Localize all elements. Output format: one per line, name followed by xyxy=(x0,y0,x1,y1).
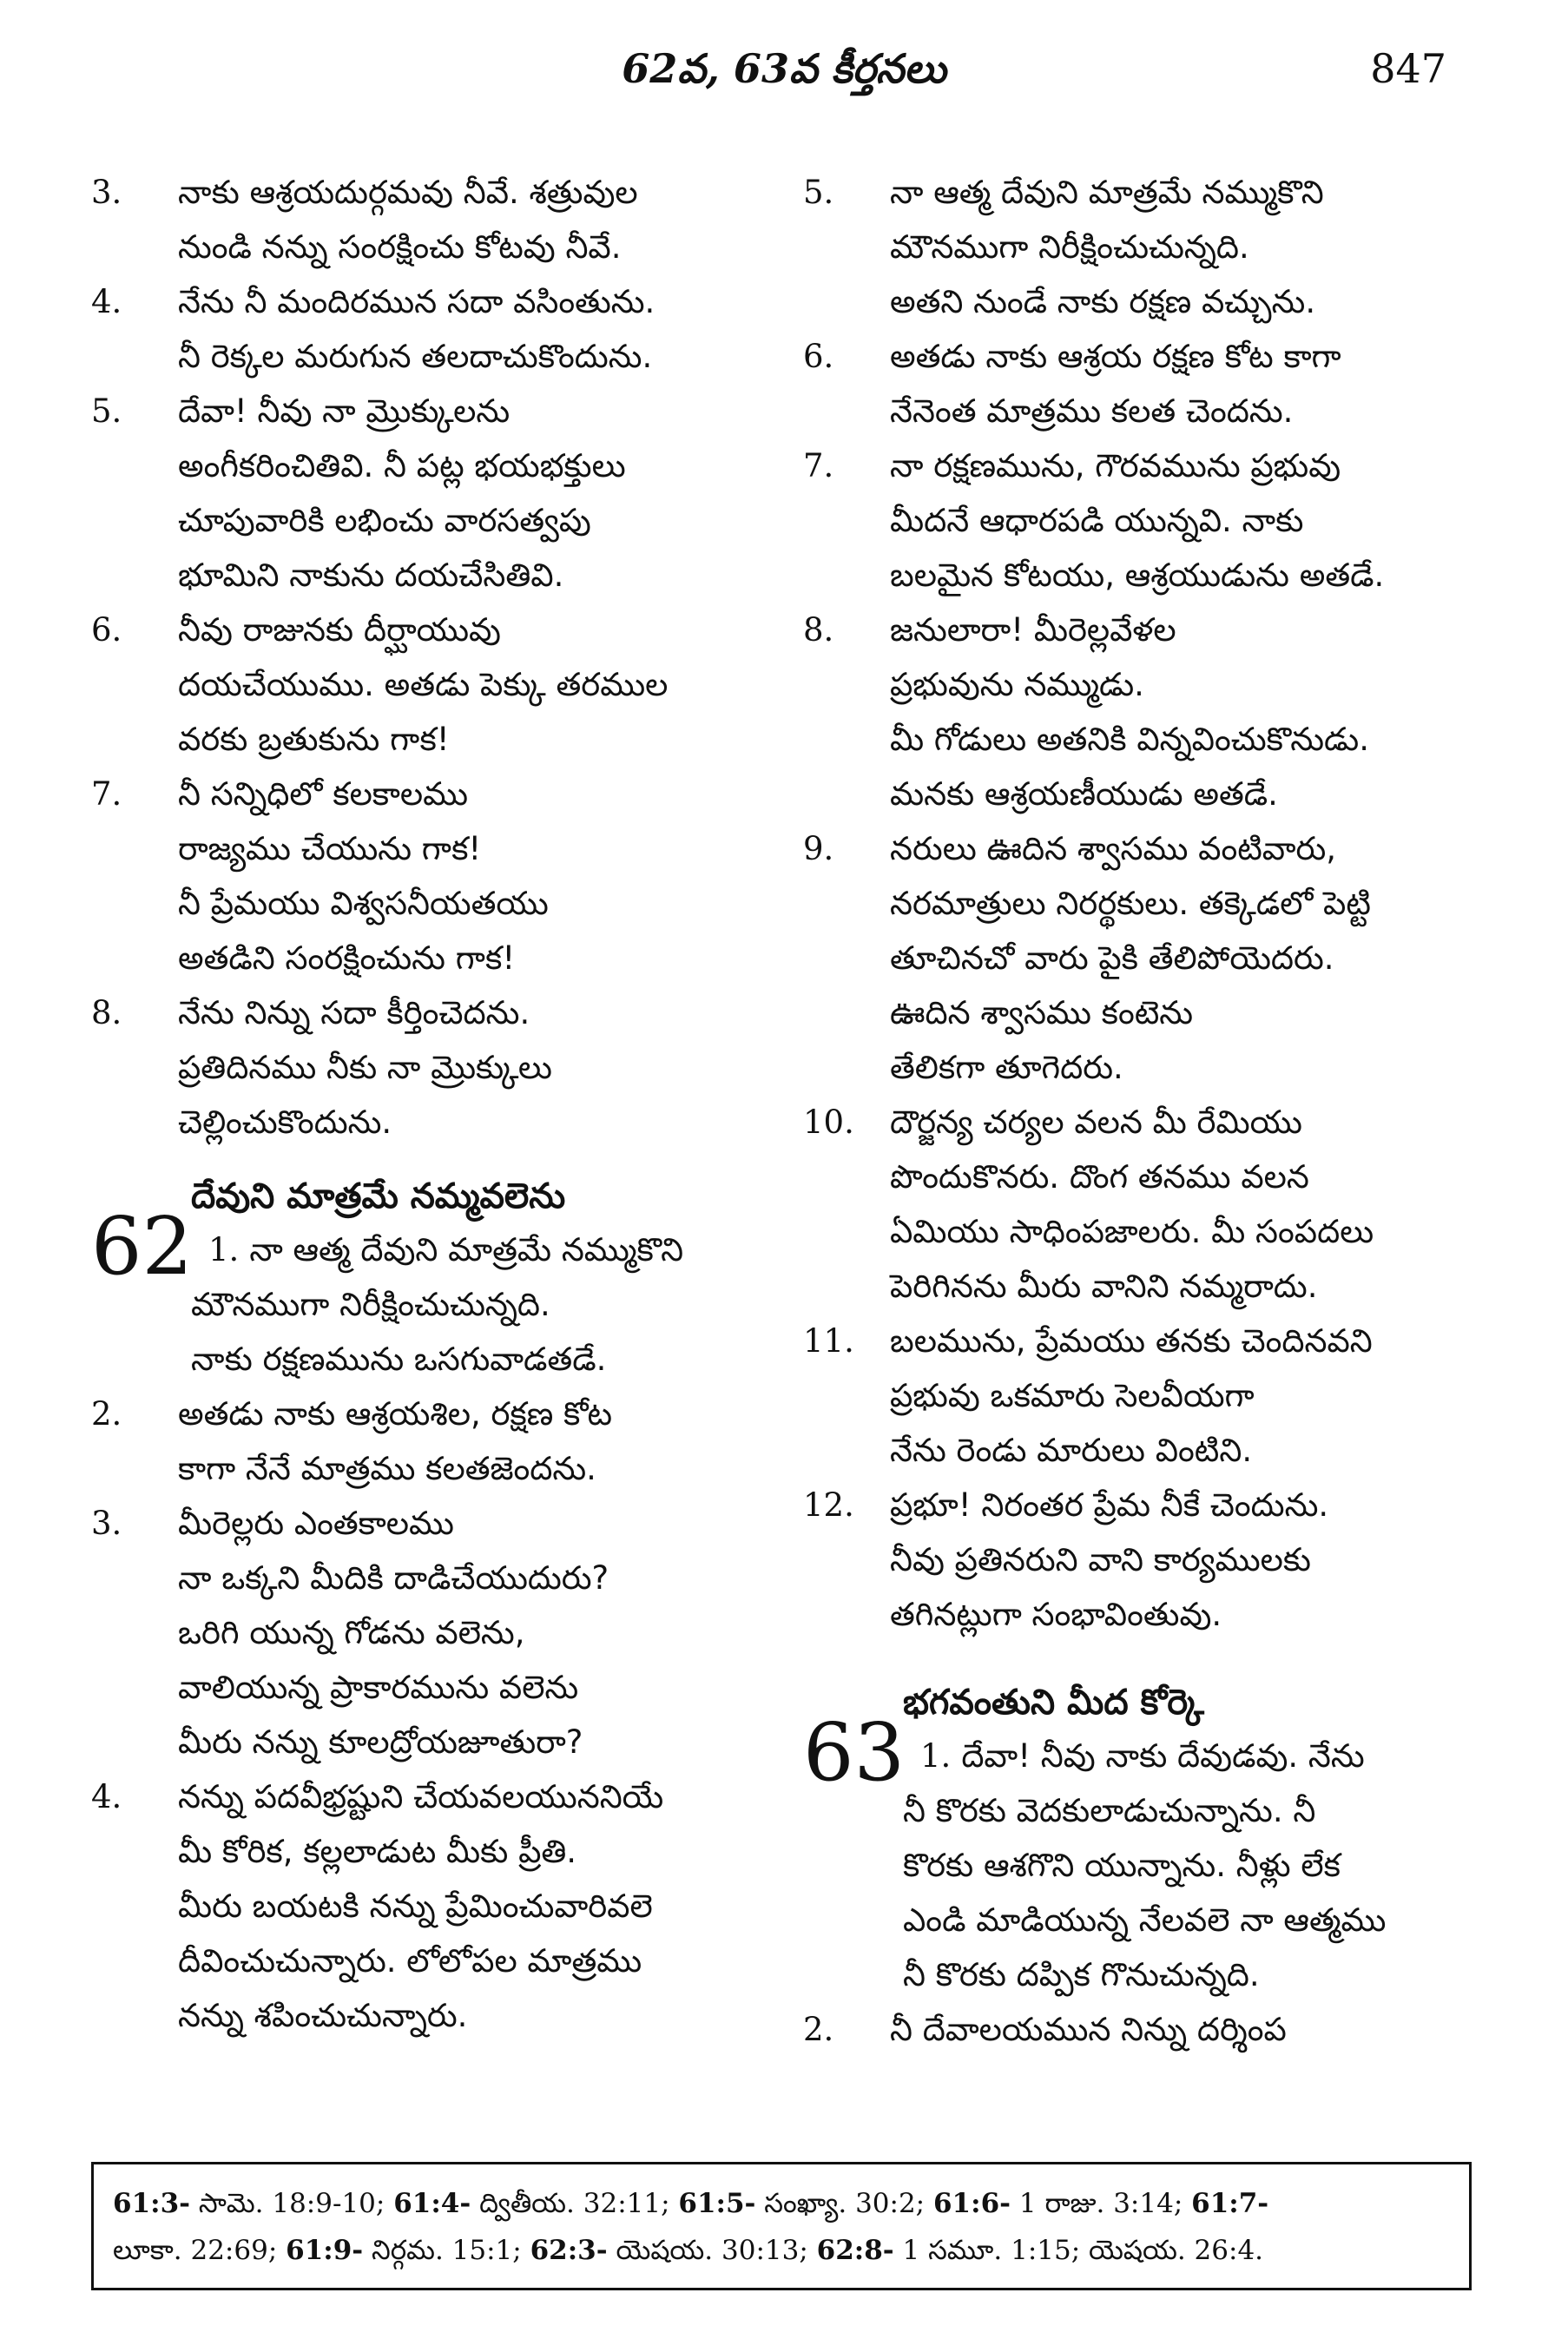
verse-text: నన్ను పదవీభ్రష్టుని చేయవలయుననియే మీ కోరిక, కల్లలాడుట మీకు ప్రీతి. మీరు బయటకి నన్ను ప్రేమించువారివలె దీవించుచున్నారు. లోలోపల మాత్రము నన్ను శపించుచున్నారు. xyxy=(178,1778,664,2034)
verse xyxy=(803,438,1472,603)
section-first-verse xyxy=(803,1706,1472,2002)
verse-text: నా రక్షణమును, గౌరవమును ప్రభువు మీదనే ఆధారపడి యున్నవి. నాకు బలమైన కోటయు, ఆశ్రయుడును అతడే. xyxy=(890,447,1385,594)
footnote-text: యెషయ. 30:13; xyxy=(607,2235,817,2266)
verse-number: 4. xyxy=(91,1778,122,1815)
psalm-61-verses xyxy=(91,165,751,1150)
verse xyxy=(91,1769,751,2043)
verse-text: నరులు ఊదిన శ్వాసము వంటివారు, నరమాత్రులు నిరర్థకులు. తక్కెడలో పెట్టి తూచినచో వారు పైకి తేలిపోయెదరు. ఊదిన శ్వాసము కంటెను తేలికగా తూగెదరు. xyxy=(890,830,1371,1086)
verse-text: నేను నిన్ను సదా కీర్తించెదను. ప్రతిదినము నీకు నా మ్రొక్కులు చెల్లించుకొందును. xyxy=(178,994,552,1141)
verse-number: 12. xyxy=(803,1486,854,1524)
psalm-62-verses xyxy=(91,1387,751,2043)
verse-number: 5. xyxy=(803,174,834,211)
verse xyxy=(803,2002,1472,2057)
verse-text: నీవు రాజునకు దీర్ఘాయువు దయచేయుము. అతడు పెక్కు తరముల వరకు బ్రతుకును గాక! xyxy=(178,611,669,758)
footnote-ref: 62:8- xyxy=(816,2235,894,2266)
footnote-ref: 61:7- xyxy=(1191,2188,1269,2219)
verse-number: 2. xyxy=(803,2011,834,2048)
psalm-62-heading xyxy=(91,1170,751,1387)
right-column xyxy=(803,165,1472,2057)
verse-text: ప్రభూ! నిరంతర ప్రేమ నీకే చెందును. నీవు ప్రతినరుని వాని కార్యములకు తగినట్లుగా సంభావింతువు. xyxy=(890,1486,1329,1633)
footnote-text: 1 రాజు. 3:14; xyxy=(1011,2188,1192,2219)
page-header xyxy=(0,45,1568,106)
footnote-text: నిర్గమ. 15:1; xyxy=(363,2235,530,2266)
verse xyxy=(803,329,1472,438)
cross-reference-box xyxy=(91,2162,1472,2290)
verse xyxy=(803,1314,1472,1478)
section-title: భగవంతుని మీద కోర్కె xyxy=(903,1683,1204,1723)
verse-text: దేవా! నీవు నా మ్రొక్కులను అంగీకరించితివి. నీ పట్ల భయభక్తులు చూపువారికి లభించు వారసత్వపు భూమిని నాకును దయచేసితివి. xyxy=(178,392,626,594)
verse-text: అతడు నాకు ఆశ్రయశిల, రక్షణ కోట కాగా నేనే మాత్రము కలతజెందను. xyxy=(178,1395,613,1487)
verse-text: నీ దేవాలయమున నిన్ను దర్శింప xyxy=(890,2011,1287,2048)
footnote-text: సంఖ్యా. 30:2; xyxy=(755,2188,933,2219)
verse-number: 10. xyxy=(803,1104,854,1141)
verse-number: 6. xyxy=(91,611,122,649)
verse-text: అతడు నాకు ఆశ్రయ రక్షణ కోట కాగా నేనెంత మాత్రము కలత చెందను. xyxy=(890,338,1341,430)
verse-text: నీ సన్నిధిలో కలకాలము రాజ్యము చేయును గాక! నీ ప్రేమయు విశ్వసనీయతయు అతడిని సంరక్షించును గాక! xyxy=(178,775,549,977)
verse-number: 8. xyxy=(803,611,834,649)
verse xyxy=(91,165,751,274)
verse-text: మీరెల్లరు ఎంతకాలము నా ఒక్కని మీదికి దాడిచేయుదురు? ఒరిగి యున్న గోడను వలెను, వాలియున్న ప్రాకారమును వలెను మీరు నన్ను కూలద్రోయజూతురా? xyxy=(178,1505,609,1761)
footnote-line xyxy=(113,2180,1450,2227)
verse-number: 7. xyxy=(803,447,834,484)
verse xyxy=(91,274,751,384)
psalm-number: 62 xyxy=(91,1200,194,1293)
psalm-63-verses xyxy=(803,2002,1472,2057)
psalm-63-heading xyxy=(803,1677,1472,2002)
verse-text: జనులారా! మీరెల్లవేళల ప్రభువును నమ్ముడు. మీ గోడులు అతనికి విన్నవించుకొనుడు. మనకు ఆశ్రయణీయుడు అతడే. xyxy=(890,611,1369,813)
verse xyxy=(91,384,751,603)
verse xyxy=(91,1496,751,1769)
footnote-ref: 61:9- xyxy=(286,2235,364,2266)
verse-text: నేను నీ మందిరమున సదా వసింతును. నీ రెక్కల మరుగున తలదాచుకొందును. xyxy=(178,283,656,375)
verse-number: 3. xyxy=(91,174,122,211)
running-title: 62వ, 63వ కీర్తనలు xyxy=(622,45,946,92)
page-number: 847 xyxy=(1370,45,1446,92)
footnote-line xyxy=(113,2227,1450,2274)
verse-number: 2. xyxy=(91,1395,122,1433)
verse xyxy=(91,767,751,985)
verse-text: నా ఆత్మ దేవుని మాత్రమే నమ్ముకొని మౌనముగా నిరీక్షించుచున్నది. అతని నుండే నాకు రక్షణ వచ్చును. xyxy=(890,174,1324,320)
verse-number: 4. xyxy=(91,283,122,320)
verse xyxy=(803,821,1472,1095)
verse xyxy=(91,603,751,767)
verse-number: 1. xyxy=(920,1737,952,1775)
verse-number: 6. xyxy=(803,338,834,375)
footnote-ref: 62:3- xyxy=(530,2235,608,2266)
verse xyxy=(803,603,1472,821)
verse xyxy=(803,1095,1472,1314)
verse-number: 11. xyxy=(803,1322,854,1360)
verse-number: 8. xyxy=(91,994,122,1031)
verse-number: 1. xyxy=(208,1231,240,1268)
footnote-ref: 61:4- xyxy=(393,2188,471,2219)
verse xyxy=(91,985,751,1150)
verse-text: బలమును, ప్రేమయు తనకు చెందినవని ప్రభువు ఒకమారు సెలవీయగా నేను రెండు మారులు వింటిని. xyxy=(890,1322,1373,1469)
footnote-text: సామె. 18:9-10; xyxy=(190,2188,394,2219)
section-title: దేవుని మాత్రమే నమ్మవలెను xyxy=(191,1176,566,1216)
verse-text: నా ఆత్మ దేవుని మాత్రమే నమ్ముకొని xyxy=(249,1231,684,1268)
footnote-ref: 61:6- xyxy=(932,2188,1011,2219)
verse-number: 3. xyxy=(91,1505,122,1542)
psalm-62-verses-continued xyxy=(803,165,1472,1642)
footnote-text: ద్వితీయ. 32:11; xyxy=(471,2188,679,2219)
verse xyxy=(803,1478,1472,1642)
verse xyxy=(91,1387,751,1496)
verse-number: 7. xyxy=(91,775,122,813)
verse-text: దౌర్జన్య చర్యల వలన మీ రేమియు పొందుకొనరు. దొంగ తనము వలన ఏమియు సాధింపజాలరు. మీ సంపదలు పెరిగినను మీరు వానిని నమ్మరాదు. xyxy=(890,1104,1374,1305)
verse-continuation: మౌనముగా నిరీక్షించుచున్నది. నాకు రక్షణమును ఒసగువాడతడే. xyxy=(191,1286,607,1378)
footnote-ref: 61:3- xyxy=(113,2188,191,2219)
section-first-verse xyxy=(91,1200,751,1387)
verse xyxy=(803,165,1472,329)
footnote-ref: 61:5- xyxy=(678,2188,756,2219)
verse-number: 5. xyxy=(91,392,122,430)
footnote-text: లూకా. 22:69; xyxy=(113,2235,287,2266)
footnote-text: 1 సమూ. 1:15; యెషయ. 26:4. xyxy=(893,2235,1264,2266)
psalm-number: 63 xyxy=(803,1706,906,1799)
verse-continuation: నీ కొరకు వెదకులాడుచున్నాను. నీ కొరకు ఆశగొని యున్నాను. నీళ్లు లేక ఎండి మాడియున్న నేలవలె నా ఆత్మము నీ కొరకు దప్పిక గొనుచున్నది. xyxy=(903,1792,1387,1993)
verse-number: 9. xyxy=(803,830,834,867)
left-column xyxy=(91,165,751,2043)
verse-text: నాకు ఆశ్రయదుర్గమవు నీవే. శత్రువుల నుండి నన్ను సంరక్షించు కోటవు నీవే. xyxy=(178,174,638,266)
verse-text: దేవా! నీవు నాకు దేవుడవు. నేను xyxy=(961,1737,1365,1775)
